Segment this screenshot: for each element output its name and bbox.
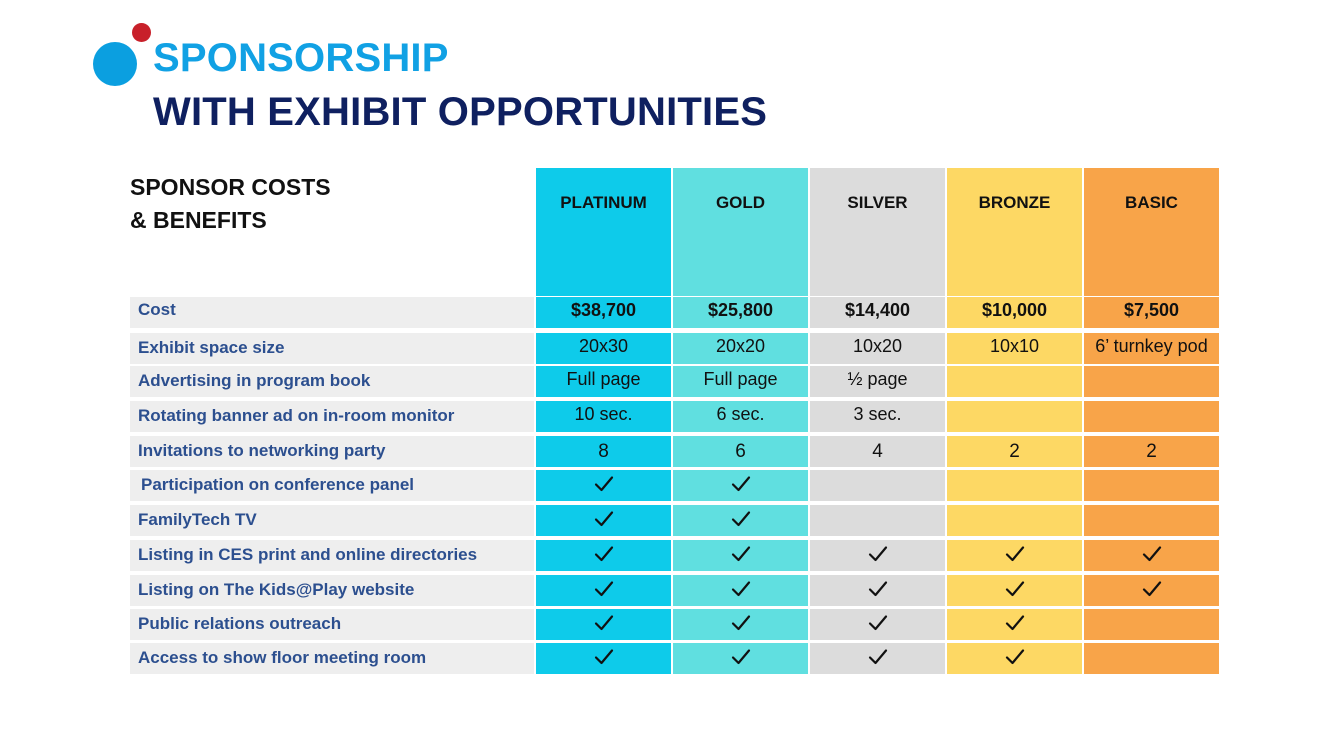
cell-check: [1084, 575, 1219, 606]
row-label: Public relations outreach: [130, 609, 534, 640]
section-heading-line2: & BENEFITS: [130, 207, 267, 233]
checkmark-icon: [868, 582, 888, 602]
tier-header-label: BASIC: [1125, 193, 1178, 212]
checkmark-icon: [731, 477, 751, 497]
cell-check: [673, 470, 808, 501]
cell-check: [673, 505, 808, 536]
cell-check: [810, 643, 945, 674]
cell-value: 6 sec.: [673, 401, 808, 432]
checkmark-icon: [1005, 616, 1025, 636]
tier-header-label: GOLD: [715, 193, 766, 212]
cell-value: 10x10: [947, 333, 1082, 364]
cell-value: 2: [1084, 436, 1219, 467]
cell-check: [673, 609, 808, 640]
cell-value: Full page: [536, 366, 671, 397]
cell-value: [947, 366, 1082, 397]
cell-value: ½ page: [810, 366, 945, 397]
section-heading-line1: SPONSOR COSTS: [130, 174, 331, 200]
cell-value: 3 sec.: [810, 401, 945, 432]
row-label: Participation on conference panel: [130, 470, 534, 501]
checkmark-icon: [868, 547, 888, 567]
cell-check: [810, 609, 945, 640]
tier-header-bronze: [947, 168, 1082, 296]
logo-dot-red-icon: [132, 23, 151, 42]
checkmark-icon: [1142, 582, 1162, 602]
cell-value: $14,400: [810, 297, 945, 328]
checkmark-icon: [594, 650, 614, 670]
checkmark-icon: [594, 616, 614, 636]
cell-check: [947, 609, 1082, 640]
cell-empty: [947, 505, 1082, 536]
cell-value: $7,500: [1084, 297, 1219, 328]
cell-check: [536, 540, 671, 571]
row-label: Advertising in program book: [130, 366, 534, 397]
page-subtitle: WITH EXHIBIT OPPORTUNITIES: [153, 90, 768, 134]
section-heading: [130, 171, 331, 237]
page-title: SPONSORSHIP: [153, 36, 449, 80]
cell-check: [536, 575, 671, 606]
cell-check: [673, 575, 808, 606]
cell-check: [1084, 540, 1219, 571]
checkmark-icon: [868, 650, 888, 670]
cell-value: Full page: [673, 366, 808, 397]
row-label: Listing in CES print and online directories: [130, 540, 534, 571]
tier-header-basic: [1084, 168, 1219, 296]
cell-value: 6’ turnkey pod: [1084, 333, 1219, 364]
cell-empty: [1084, 643, 1219, 674]
checkmark-icon: [1142, 547, 1162, 567]
checkmark-icon: [1005, 582, 1025, 602]
checkmark-icon: [731, 512, 751, 532]
checkmark-icon: [1005, 547, 1025, 567]
cell-check: [673, 540, 808, 571]
cell-value: 20x30: [536, 333, 671, 364]
cell-check: [810, 540, 945, 571]
tier-header-label: PLATINUM: [560, 193, 647, 212]
checkmark-icon: [1005, 650, 1025, 670]
cell-check: [810, 575, 945, 606]
cell-check: [536, 609, 671, 640]
checkmark-icon: [731, 616, 751, 636]
tier-header-label: BRONZE: [978, 193, 1051, 212]
cell-value: 4: [810, 436, 945, 467]
tier-header-platinum: [536, 168, 671, 296]
tier-header-gold: [673, 168, 808, 296]
cell-value: [947, 401, 1082, 432]
row-label: Listing on The Kids@Play website: [130, 575, 534, 606]
cell-check: [536, 505, 671, 536]
cell-value: 6: [673, 436, 808, 467]
cell-value: [1084, 401, 1219, 432]
cell-value: $10,000: [947, 297, 1082, 328]
checkmark-icon: [594, 582, 614, 602]
checkmark-icon: [594, 477, 614, 497]
cell-empty: [1084, 609, 1219, 640]
cell-value: 10 sec.: [536, 401, 671, 432]
logo-dot-blue-icon: [93, 42, 137, 86]
row-label: Access to show floor meeting room: [130, 643, 534, 674]
row-label: FamilyTech TV: [130, 505, 534, 536]
cell-value: $38,700: [536, 297, 671, 328]
cell-check: [536, 470, 671, 501]
cell-value: 20x20: [673, 333, 808, 364]
row-label: Cost: [130, 297, 534, 328]
cell-empty: [810, 505, 945, 536]
cell-check: [947, 575, 1082, 606]
cell-empty: [810, 470, 945, 501]
row-label: Rotating banner ad on in-room monitor: [130, 401, 534, 432]
cell-value: 2: [947, 436, 1082, 467]
cell-value: $25,800: [673, 297, 808, 328]
checkmark-icon: [594, 512, 614, 532]
checkmark-icon: [868, 616, 888, 636]
tier-header-silver: [810, 168, 945, 296]
checkmark-icon: [731, 547, 751, 567]
cell-value: [1084, 366, 1219, 397]
cell-value: 8: [536, 436, 671, 467]
row-label: Exhibit space size: [130, 333, 534, 364]
checkmark-icon: [731, 650, 751, 670]
cell-empty: [1084, 505, 1219, 536]
cell-empty: [1084, 470, 1219, 501]
checkmark-icon: [731, 582, 751, 602]
cell-check: [673, 643, 808, 674]
cell-check: [536, 643, 671, 674]
cell-check: [947, 540, 1082, 571]
row-label: Invitations to networking party: [130, 436, 534, 467]
cell-value: 10x20: [810, 333, 945, 364]
cell-check: [947, 643, 1082, 674]
checkmark-icon: [594, 547, 614, 567]
cell-empty: [947, 470, 1082, 501]
tier-header-label: SILVER: [847, 193, 908, 212]
